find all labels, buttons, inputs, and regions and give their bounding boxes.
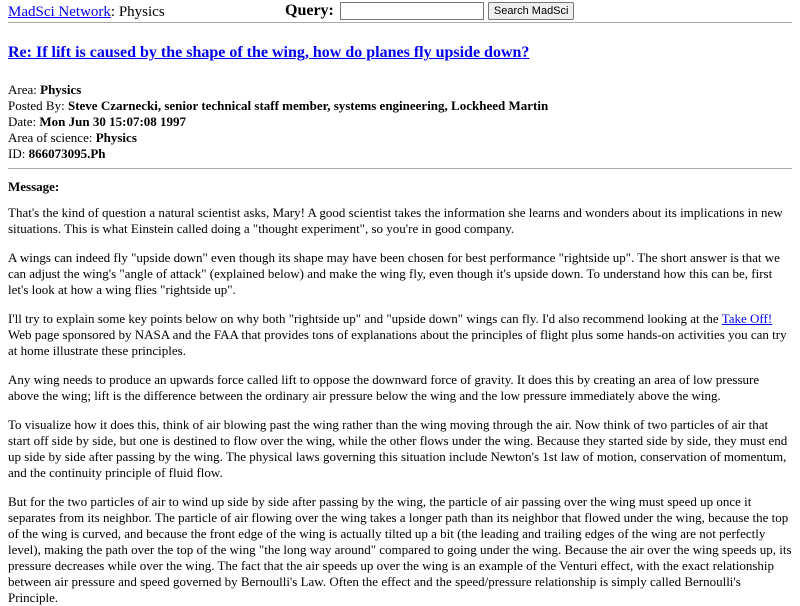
madsci-network-link[interactable]: MadSci Network	[8, 4, 111, 20]
message-body	[8, 205, 792, 606]
paragraph-2: A wings can indeed fly "upside down" even though its shape may have been chosen for best performance "rightside up". The short answer is that we can adjust the wing's "angle of attack" (explained below) and make the wing fly, even though it's upside down. To understand how this can be, first let's look at how a wing flies "rightside up".	[8, 250, 780, 297]
meta-date	[8, 114, 792, 130]
message-label: Message:	[8, 179, 60, 194]
meta-area-of-science	[8, 130, 792, 146]
paragraph-1: That's the kind of question a natural scientist asks, Mary! A good scientist takes the information she learns and wonders about its implications in new situations. This is what Einstein called doing a "thought experiment", so you're in good company.	[8, 205, 783, 236]
posted-label: Posted By:	[8, 98, 68, 113]
paragraph-3-before: I'll try to explain some key points below on why both "rightside up" and "upside down" wings can fly. I'd also recommend looking at the	[8, 311, 722, 326]
meta-area	[8, 82, 792, 98]
meta-id	[8, 146, 792, 162]
paragraph-3-after: Web page sponsored by NASA and the FAA that provides tons of explanations about the principles of flight plus some hands-on activities you can try at home illustrate these principles.	[8, 327, 787, 358]
divider-message	[8, 168, 792, 169]
post-meta	[8, 82, 792, 162]
paragraph-5: To visualize how it does this, think of air blowing past the wing rather than the wing moving through the air. Now think of two particles of air that start off side by side, but one is destined to flow over the wing, while the other flows under the wing. Because they started side by side, they must end up side by side after passing by the wing. The physical laws governing this situation include Newton's 1st law of motion, conservation of momentum, and the continuity principle of fluid flow.	[8, 417, 788, 480]
date-label: Date:	[8, 114, 40, 129]
date-value: Mon Jun 30 15:07:08 1997	[39, 114, 187, 129]
paragraph-3	[8, 311, 792, 359]
page-title	[8, 44, 792, 62]
area-label: Area:	[8, 82, 41, 97]
science-value: Physics	[95, 130, 137, 145]
query-input[interactable]	[340, 2, 484, 20]
take-off-link[interactable]: Take Off!	[721, 311, 773, 326]
science-label: Area of science:	[8, 130, 96, 145]
id-label: ID:	[8, 146, 29, 161]
top-bar	[0, 0, 800, 22]
posted-value: Steve Czarnecki, senior technical staff member, systems engineering, Lockheed Martin	[67, 98, 549, 113]
paragraph-4: Any wing needs to produce an upwards force called lift to oppose the downward force of gravity. It does this by creating an area of low pressure above the wing; lift is the difference between the ordinary air pressure below the wing and the low pressure immediately above the wing.	[8, 372, 760, 403]
breadcrumb-separator: :	[110, 4, 119, 20]
area-value: Physics	[40, 82, 82, 97]
title-link[interactable]: Re: If lift is caused by the shape of the wing, how do planes fly upside down?	[8, 44, 530, 61]
meta-posted-by	[8, 98, 792, 114]
search-form	[285, 2, 574, 20]
id-value: 866073095.Ph	[28, 146, 106, 161]
paragraph-6: But for the two particles of air to wind up side by side after passing by the wing, the particle of air passing over the wing must speed up once it separates from its neighbor. The particle of air flowing over the wing takes a longer path than its neighbor that flowed under the wing, because the top of the wing is curved, and because the front edge of the wing is actually tilted up a bit (the leading and trailing edges of the wing are not perfectly level), making the path over the top of the wing "the long way around" compared to going under the wing. Because the air over the wing speeds up, its pressure decreases while over the wing. The fact that the air speeds up over the wing is an example of the Venturi effect, with the exact relationship between air pressure and speed governed by Bernoulli's Law. Often the effect and the speed/pressure relationship is simply called Bernoulli's Principle.	[8, 494, 792, 605]
query-label: Query:	[285, 2, 334, 19]
divider-top	[8, 22, 792, 23]
network-breadcrumb	[8, 4, 165, 20]
search-button[interactable]: Search MadSci	[488, 2, 575, 20]
section-name: Physics	[118, 4, 165, 20]
